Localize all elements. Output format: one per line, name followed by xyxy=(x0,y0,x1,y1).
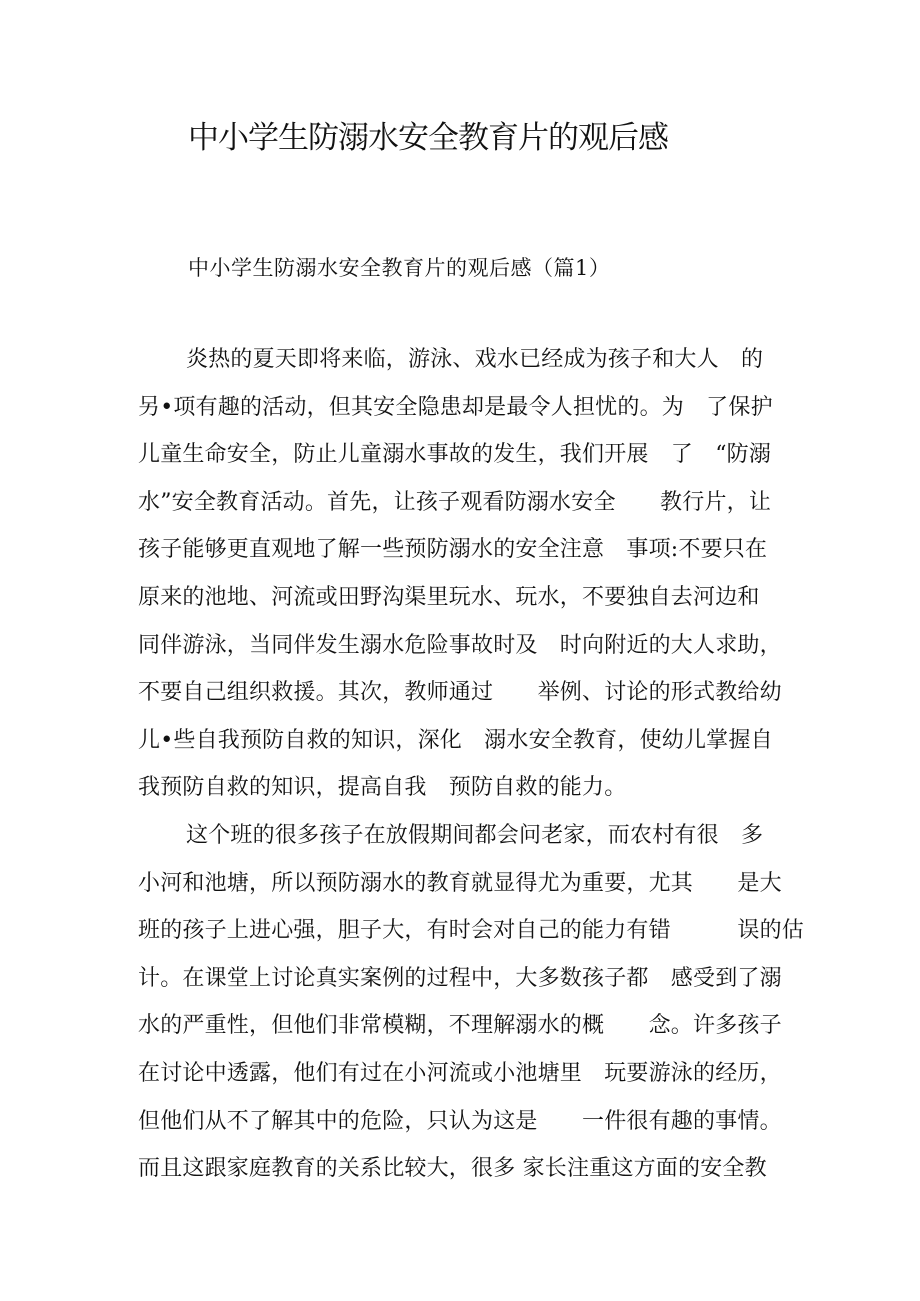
paragraph-line: 儿童生命安全，防止儿童溺水事故的发生，我们开展 了 “防溺 xyxy=(138,442,772,468)
paragraph-line: 这个班的很多孩子在放假期间都会问老家，而农村有很 多 xyxy=(186,823,764,848)
paragraph-line: 不要自己组织救援。其次，教师通过 举例、讨论的形式教给幼 xyxy=(138,680,782,706)
paragraph-line: 另•项有趣的活动，但其安全隐患却是最令人担忧的。为 了保护 xyxy=(138,394,773,420)
paragraph-line: 我预防自救的知识，提高自我 预防自救的能力。 xyxy=(138,775,627,801)
paragraph-line: 小河和池塘，所以预防溺水的教育就显得尤为重要，尤其 是大 xyxy=(138,870,782,896)
paragraph-line: 在讨论中透露，他们有过在小河流或小池塘里 玩要游泳的经历， xyxy=(138,1060,782,1086)
paragraph-line: 同伴游泳，当同伴发生溺水危险事故时及 时向附近的大人求助， xyxy=(138,632,782,658)
section-heading: 中小学生防溺水安全教育片的观后感（篇1） xyxy=(188,256,611,280)
paragraph-line: 但他们从不了解其中的危险，只认为这是 一件很有趣的事情。 xyxy=(138,1108,782,1134)
paragraph-1 xyxy=(138,336,798,812)
document-title: 中小学生防溺水安全教育片的观后感 xyxy=(188,120,668,156)
paragraph-line: 计。在课堂上讨论真实案例的过程中，大多数孩子都 感受到了溺 xyxy=(138,965,782,991)
paragraph-line: 班的孩子上进心强，胆子大，有时会对自己的能力有错 误的估 xyxy=(138,918,805,944)
paragraph-line: 炎热的夏天即将来临，游泳、戏水已经成为孩子和大人 的 xyxy=(186,347,764,372)
paragraph-line: 水”安全教育活动。首先，让孩子观看防溺水安全 教行片，让 xyxy=(138,489,772,515)
paragraph-line: 水的严重性，但他们非常模糊，不理解溺水的概 念。许多孩子 xyxy=(138,1013,782,1039)
paragraph-2 xyxy=(138,812,805,1193)
paragraph-line: 而且这跟家庭教育的关系比较大，很多 家长注重这方面的安全教 xyxy=(138,1156,767,1182)
paragraph-line: 原来的池地、河流或田野沟渠里玩水、玩水，不要独自去河边和 xyxy=(138,584,760,610)
paragraph-line: 孩子能够更直观地了解一些预防溺水的安全注意 事项:不要只在 xyxy=(138,537,768,563)
paragraph-line: 儿•些自我预防自救的知识，深化 溺水安全教育，使幼儿掌握自 xyxy=(138,727,773,753)
